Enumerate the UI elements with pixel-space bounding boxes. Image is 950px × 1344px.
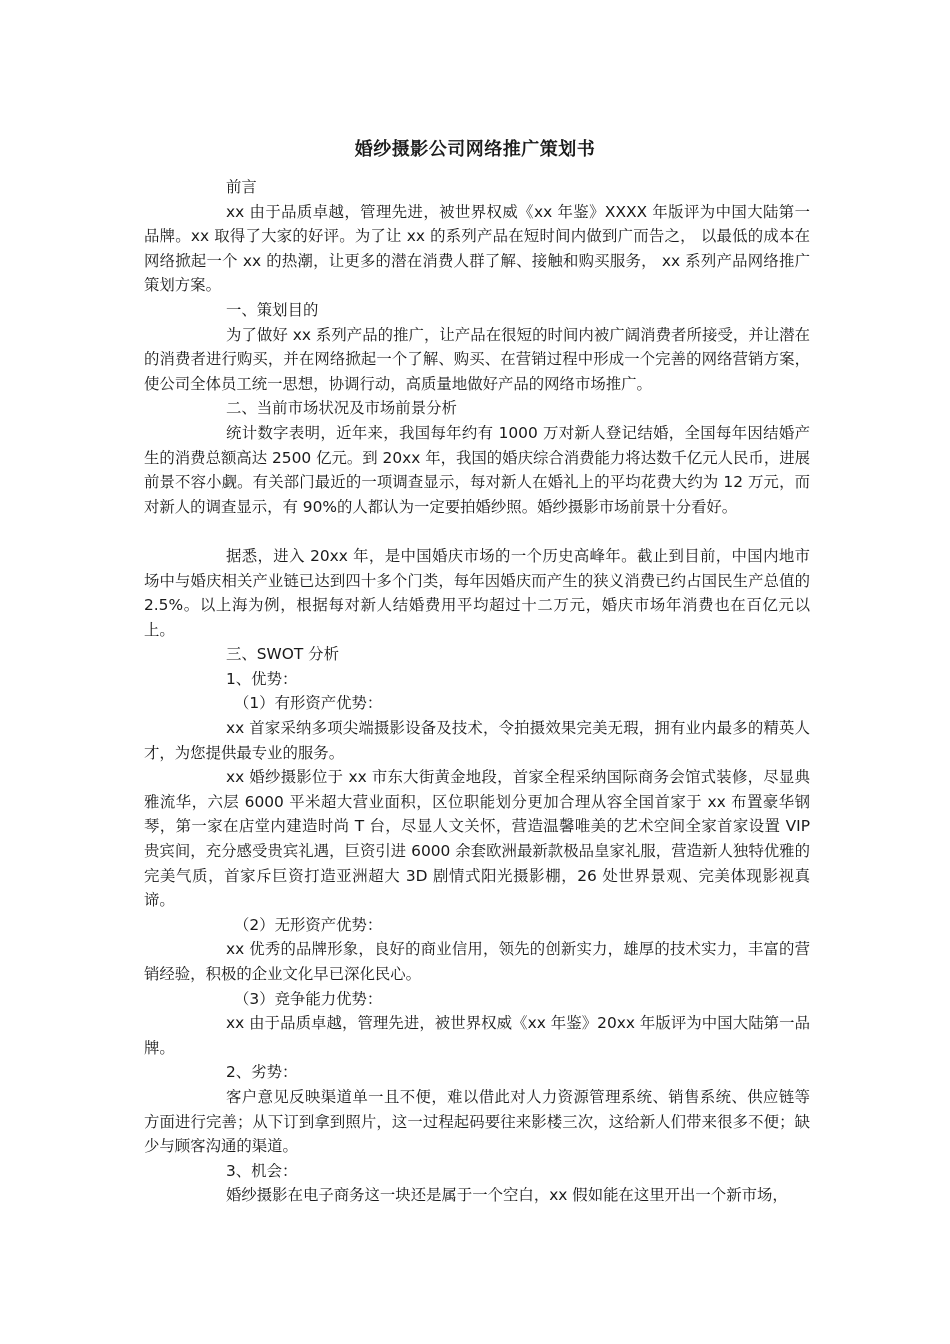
subheading-tangible-assets: （1）有形资产优势： xyxy=(234,694,383,713)
paragraph-tangible-2: xx 婚纱摄影位于 xx 市东大街黄金地段，首家全程采纳国际商务会馆式装修，尽显典雅流华，六层 6000 平米超大营业面积，区位职能划分更加合理从容全国首家于 xx 布置豪华钢琴，第一家在店堂内建造时尚 T 台，尽显人文关怀，营造温馨唯美的艺术空间全家首家设置 VIP 贵宾间，充分感受贵宾礼遇，巨资引进 6000 余套欧洲最新款极品皇家礼服，营造新人独特优雅的完美气质，首家斥巨资打造亚洲超大 3D 剧情式阳光摄影棚，26 处世界景观、完美体现影视真谛。 xyxy=(144,768,810,910)
paragraph-tangible-1: xx 首家采纳多项尖端摄影设备及技术，令拍摄效果完美无瑕，拥有业内最多的精英人才，为您提供最专业的服务。 xyxy=(144,719,810,762)
subheading-competitiveness: （3）竞争能力优势： xyxy=(234,989,383,1008)
blank-line xyxy=(144,519,810,544)
paragraph-intangible: xx 优秀的品牌形象，良好的商业信用，领先的创新实力，雄厚的技术实力，丰富的营销经验，积极的企业文化早已深化民心。 xyxy=(144,940,810,983)
paragraph-purpose: 为了做好 xx 系列产品的推广，让产品在很短的时间内被广阔消费者所接受，并让潜在的消费者进行购买，并在网络掀起一个了解、购买、在营销过程中形成一个完善的网络营销方案，使公司全体员工统一思想，协调行动，高质量地做好产品的网络市场推广。 xyxy=(144,325,810,393)
paragraph-market-outlook: 据悉，进入 20xx 年，是中国婚庆市场的一个历史高峰年。截止到目前，中国内地市场中与婚庆相关产业链已达到四十多个门类，每年因婚庆而产生的狭义消费已约占国民生产总值的 2.5%。以上海为例，根据每对新人结婚费用平均超过十二万元，婚庆市场年消费也在百亿元以上。 xyxy=(144,546,810,639)
subheading-intangible-assets: （2）无形资产优势： xyxy=(234,915,383,934)
paragraph-weaknesses: 客户意见反映渠道单一且不便，难以借此对人力资源管理系统、销售系统、供应链等方面进行完善；从下订到拿到照片，这一过程起码要往来影楼三次，这给新人们带来很多不便；缺少与顾客沟通的渠道。 xyxy=(144,1087,810,1156)
paragraph-competitiveness: xx 由于品质卓越，管理先进，被世界权威《xx 年鉴》20xx 年版评为中国大陆第一品牌。 xyxy=(144,1014,810,1057)
section-heading-market: 二、当前市场状况及市场前景分析 xyxy=(226,399,457,418)
paragraph-opportunities: 婚纱摄影在电子商务这一块还是属于一个空白，xx 假如能在这里开出一个新市场， xyxy=(226,1186,788,1205)
subheading-weaknesses: 2、劣势： xyxy=(226,1063,298,1082)
subheading-strengths: 1、优势： xyxy=(226,669,298,688)
subheading-opportunities: 3、机会： xyxy=(226,1161,298,1180)
paragraph-market-statistics: 统计数字表明，近年来，我国每年约有 1000 万对新人登记结婚，全国每年因结婚产生的消费总额高达 2500 亿元。到 20xx 年，我国的婚庆综合消费能力将达数千亿元人民币，进展前景不容小觑。有关部门最近的一项调查显示，每对新人在婚礼上的平均花费大约为 12 万元，而对新人的调查显示，有 90%的人都认为一定要拍婚纱照。婚纱摄影市场前景十分看好。 xyxy=(144,423,810,516)
section-heading-swot: 三、SWOT 分析 xyxy=(226,645,339,664)
paragraph-preface: xx 由于品质卓越，管理先进，被世界权威《xx 年鉴》XXXX 年版评为中国大陆第一品牌。xx 取得了大家的好评。为了让 xx 的系列产品在短时间内做到广而告之， 以最低的成本在网络掀起一个 xx 的热潮，让更多的潜在消费人群了解、接触和购买服务， xx 系列产品网络推广策划方案。 xyxy=(144,202,810,295)
section-heading-preface: 前言 xyxy=(226,178,257,196)
document-body xyxy=(144,175,810,1208)
document-title: 婚纱摄影公司网络推广策划书 xyxy=(354,139,596,160)
section-heading-purpose: 一、策划目的 xyxy=(226,300,319,319)
